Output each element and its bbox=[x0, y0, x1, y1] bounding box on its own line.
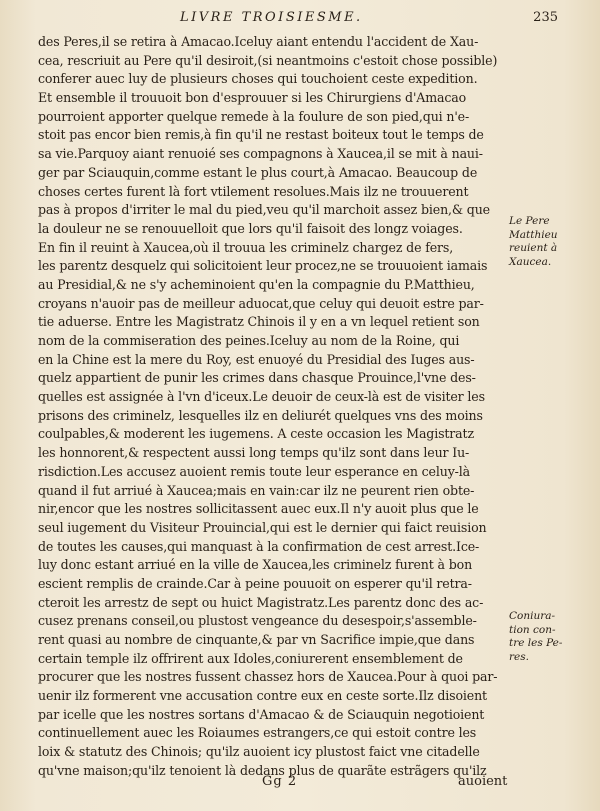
text-line: en la Chine est la mere du Roy, est enuoyé du Presidial des Iuges aus- bbox=[38, 351, 475, 367]
text-line: nir,encor que les nostres sollicitassent auec eux.Il n'y auoit plus que le bbox=[38, 501, 479, 517]
signature-mark: Gg 2 bbox=[262, 774, 298, 789]
text-line: quelz appartient de punir les crimes dans chasque Prouince,l'vne des- bbox=[38, 370, 476, 386]
text-line: nom de la commiseration des peines.Iceluy au nom de la Roine, qui bbox=[38, 333, 460, 348]
text-line: risdiction.Les accusez auoient remis toute leur esperance en celuy-là bbox=[38, 463, 470, 479]
text-line: cusez prenans conseil,ou plustost vengeance du desespoir,s'assemble- bbox=[38, 613, 477, 629]
margin-note-line: tion con- bbox=[509, 623, 556, 636]
margin-note-line: Matthieu bbox=[509, 228, 558, 241]
text-line: loix & statutz des Chinois; qu'ilz auoient icy plustost faict vne citadelle bbox=[38, 744, 480, 760]
text-line: rent quasi au nombre de cinquante,& par vn Sacrifice impie,que dans bbox=[38, 632, 475, 647]
margin-note-line: res. bbox=[509, 650, 529, 663]
text-line: luy donc estant arriué en la ville de Xaucea,les criminelz furent à bon bbox=[38, 557, 473, 573]
margin-note-matthieu bbox=[509, 215, 594, 269]
text-line: Et ensemble il trouuoit bon d'esprouuer si les Chirurgiens d'Amacao bbox=[38, 90, 467, 106]
text-line: la douleur ne se renouuelloit que lors qu'il faisoit des longz voiages. bbox=[38, 220, 463, 236]
text-line: cteroit les arrestz de sept ou huict Magistratz.Les parentz donc des ac- bbox=[38, 594, 484, 610]
page-number: 235 bbox=[533, 10, 558, 25]
text-line: quand il fut arriué à Xaucea;mais en vain:car ilz ne peurent rien obte- bbox=[38, 482, 475, 498]
text-line: coulpables,& moderent les iugemens. A ceste occasion les Magistratz bbox=[38, 426, 474, 442]
running-title: LIVRE TROISIESME. bbox=[180, 10, 363, 25]
text-line: pas à propos d'irriter le mal du pied,veu qu'il marchoit assez bien,& que bbox=[38, 202, 490, 218]
margin-note-line: Coniura- bbox=[509, 610, 556, 622]
text-line: procurer que les nostres fussent chassez hors de Xaucea.Pour à quoi par- bbox=[38, 669, 498, 685]
text-line: cea, rescriuit au Pere qu'il desiroit,(si neantmoins c'estoit chose possible) bbox=[38, 52, 498, 68]
text-line: choses certes furent là fort vtilement resolues.Mais ilz ne trouuerent bbox=[38, 183, 469, 199]
margin-note-coniuration bbox=[509, 610, 594, 664]
text-line: les honnorent,& respectent aussi long temps qu'ilz sont dans leur Iu- bbox=[38, 445, 470, 461]
text-line: quelles est assignée à l'vn d'iceux.Le deuoir de ceux-là est de visiter les bbox=[38, 389, 485, 405]
text-line: seul iugement du Visiteur Prouincial,qui est le dernier qui faict reuision bbox=[38, 519, 487, 535]
body-text bbox=[38, 33, 506, 781]
margin-note-line: reuient à bbox=[509, 242, 558, 254]
text-line: certain temple ilz offrirent aux Idoles,coniurerent ensemblement de bbox=[38, 650, 463, 666]
text-line: tie aduerse. Entre les Magistratz Chinois il y en a vn lequel retient son bbox=[38, 314, 480, 330]
text-line: au Presidial,& ne s'y acheminoient qu'en la compagnie du P.Matthieu, bbox=[38, 276, 475, 292]
text-line: prisons des criminelz, lesquelles ilz en deliurét quelques vns des moins bbox=[38, 407, 483, 423]
page-header bbox=[0, 8, 600, 30]
text-line: En fin il reuint à Xaucea,où il trouua les criminelz chargez de fers, bbox=[38, 239, 454, 255]
text-line: les parentz desquelz qui solicitoient leur procez,ne se trouuoient iamais bbox=[38, 258, 488, 274]
text-line: de toutes les causes,qui manquast à la confirmation de cest arrest.Ice- bbox=[38, 538, 480, 554]
margin-note-line: Le Pere bbox=[509, 215, 550, 227]
text-line: escient remplis de crainde.Car à peine pouuoit on esperer qu'il retra- bbox=[38, 575, 472, 591]
text-line: par icelle que les nostres sortans d'Amacao & de Sciauquin negotioient bbox=[38, 706, 485, 722]
text-line: des Peres,il se retira à Amacao.Iceluy aiant entendu l'accident de Xau- bbox=[38, 34, 479, 49]
text-line: ger par Sciauquin,comme estant le plus court,à Amacao. Beaucoup de bbox=[38, 164, 478, 180]
margin-note-line: Xaucea. bbox=[509, 255, 552, 268]
margin-note-line: tre les Pe- bbox=[509, 637, 563, 649]
text-line: qu'vne maison;qu'ilz tenoient là dedans plus de quarãte estrãgers qu'ilz bbox=[38, 762, 487, 778]
text-line: croyans n'auoir pas de meilleur aduocat,que celuy qui deuoit estre par- bbox=[38, 295, 484, 311]
text-line: pourroient apporter quelque remede à la foulure de son pied,qui n'e- bbox=[38, 108, 470, 124]
text-line: stoit pas encor bien remis,à fin qu'il ne restast boiteux tout le temps de bbox=[38, 127, 484, 143]
text-line: continuellement auec les Roiaumes estrangers,ce qui estoit contre les bbox=[38, 725, 477, 741]
text-line: conferer auec luy de plusieurs choses qui touchoient ceste expedition. bbox=[38, 71, 478, 87]
text-line: uenir ilz formerent vne accusation contre eux en ceste sorte.Ilz disoient bbox=[38, 688, 487, 704]
catchword: auoient bbox=[458, 774, 508, 789]
text-line: sa vie.Parquoy aiant renuoié ses compagnons à Xaucea,il se mit à naui- bbox=[38, 146, 483, 162]
